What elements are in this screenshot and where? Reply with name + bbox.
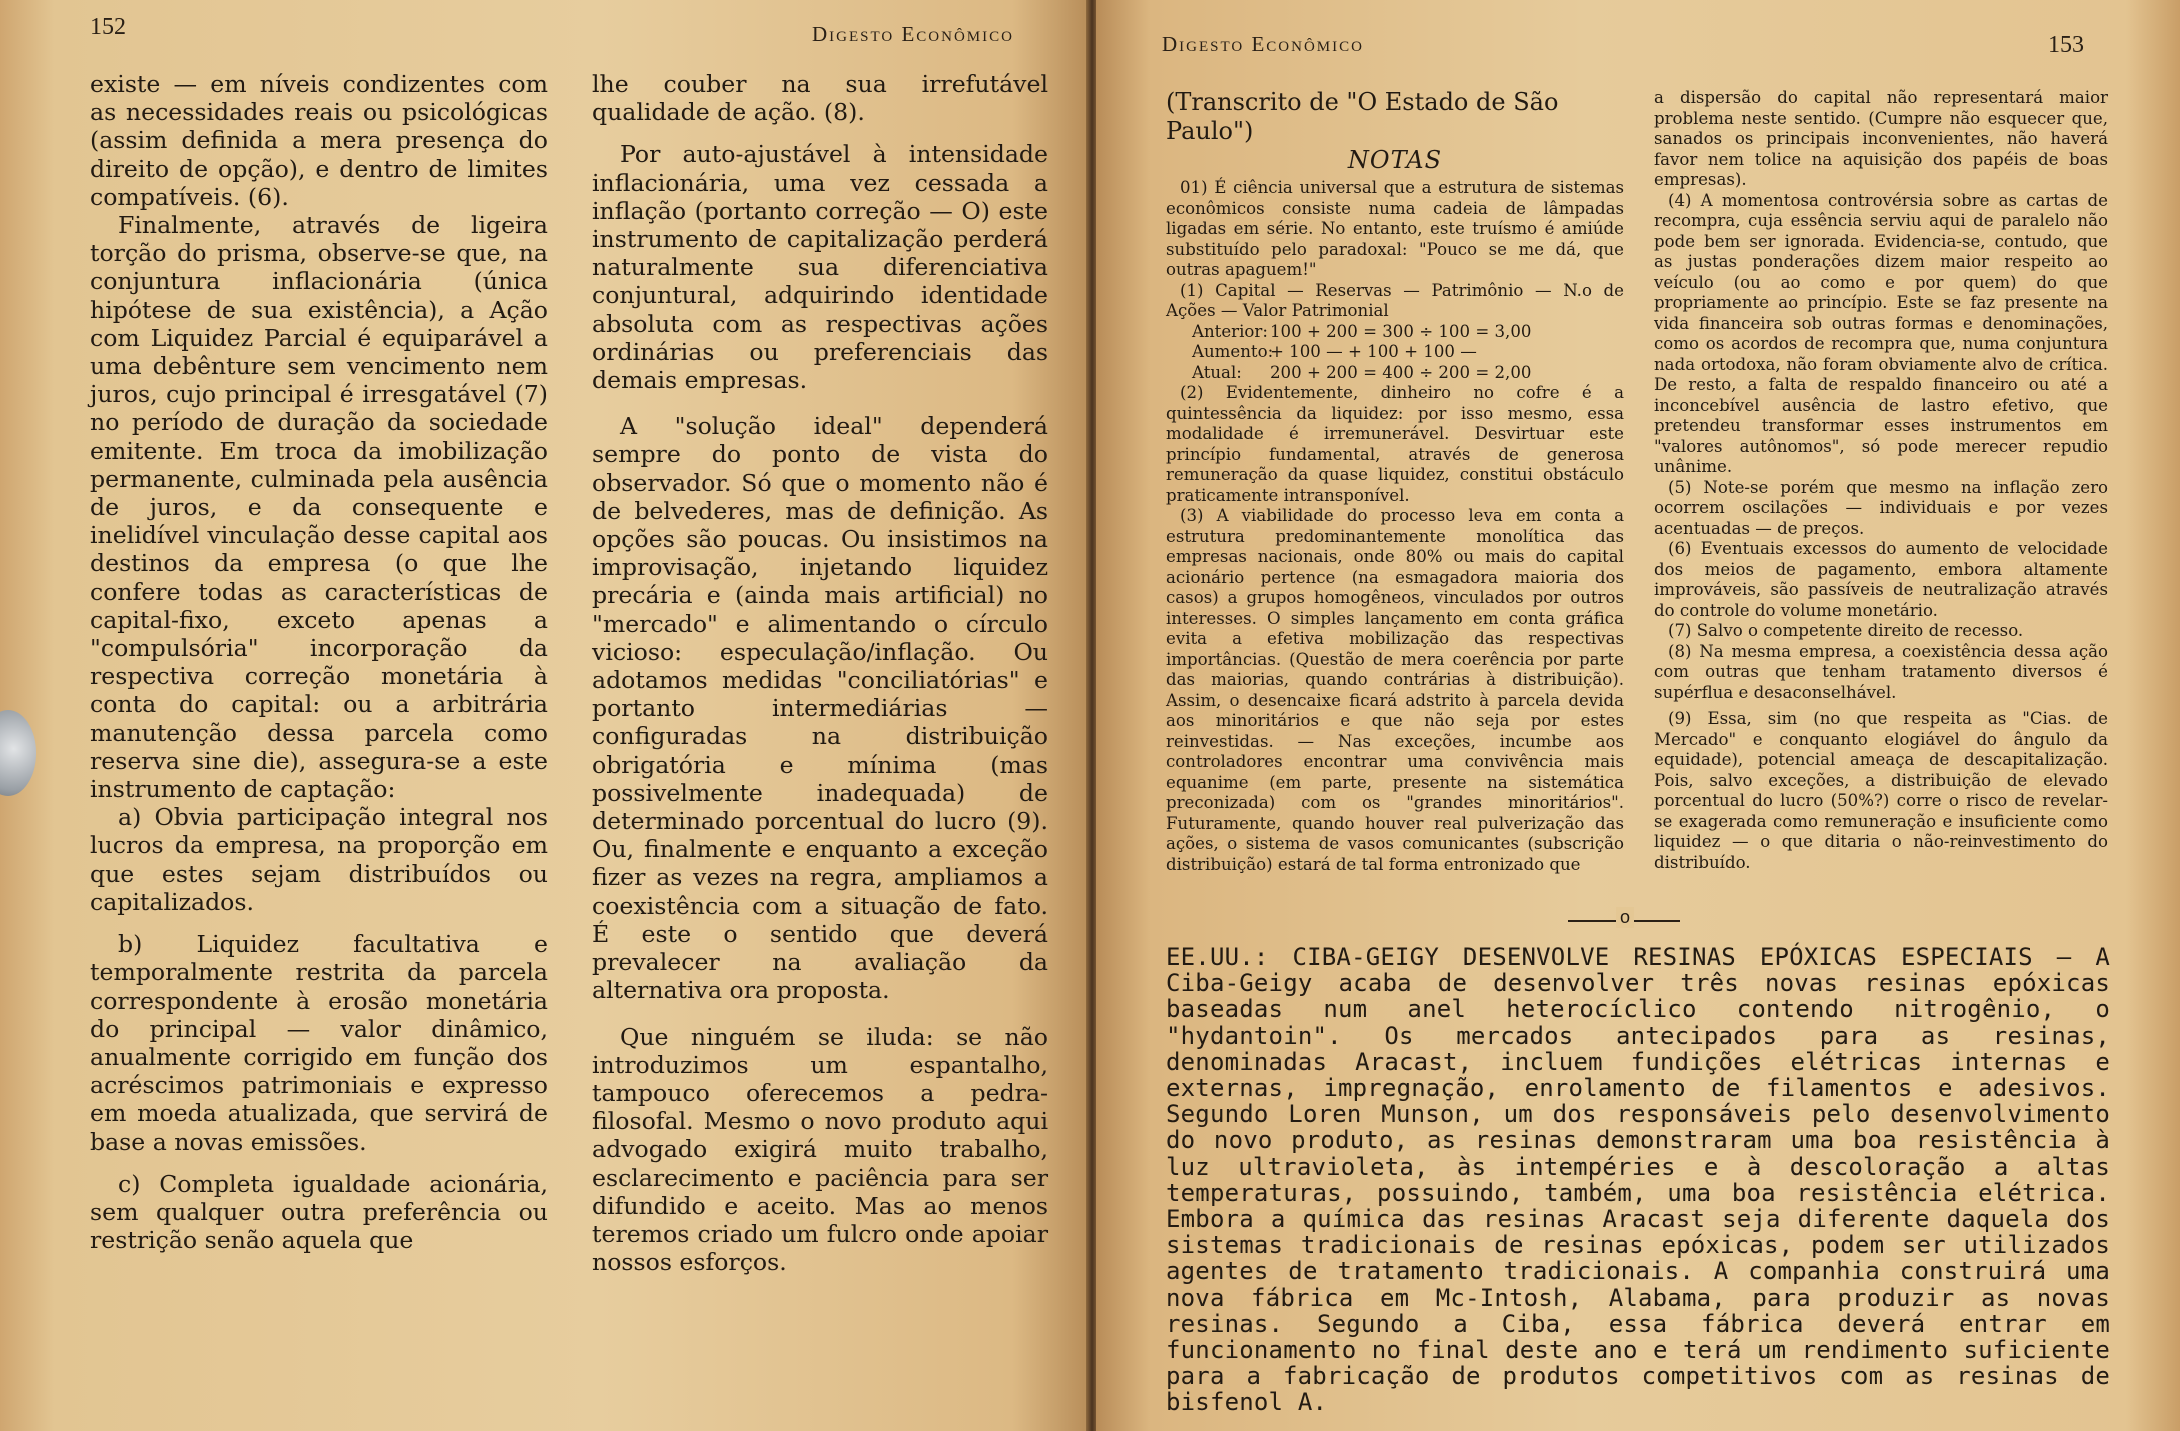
running-head: Digesto Econômico: [1162, 32, 1364, 56]
capital-table: [1166, 281, 1624, 384]
note: (3) A viabilidade do processo leva em conta a estrutura predominantemente monolítica das empresas nacionais, onde 80% ou mais do capital acionário pertence (na esmagadora maioria dos casos) a grupos homogêneos, vinculados por outros interesses. O simples lançamento em conta gráfica evita a efetiva mobilização das respectivas importâncias. (Questão de mera coerência por parte das maiorias, quando contrárias à distribuição). Assim, o desencaixe ficará adstrito à parcela devida aos minoritários e que não seja por estes reinvestidas. — Nas exceções, incumbe aos controladores encontrar uma convivência mais equanime (em parte, presente na sistemática preconizada) com os "grandes minoritários". Futuramente, quando houver real pulverização das ações, o sistema de vasos comunicantes (subscrição distribuição) estará de tal forma entronizado que: [1166, 506, 1624, 874]
note: (6) Eventuais excessos do aumento de velocidade dos meios de pagamento, embora altamente improváveis, são passíveis de neutralização através do controle do volume monetário.: [1654, 539, 2108, 620]
left-column-2: [592, 70, 1048, 1276]
note: (2) Evidentemente, dinheiro no cofre é a quintessência da liquidez: por isso mesmo, essa modalidade é irremunerável. Desvirtuar este princípio fundamental, através de generosa remuneração da quase liquidez, constitui obstáculo praticamente intransponível.: [1166, 383, 1624, 505]
news-article: [1166, 944, 2110, 1416]
paragraph: Que ninguém se iluda: se não introduzimos um espantalho, tampouco oferecemos a pedra-filosofal. Mesmo o novo produto aqui advogado exigirá muito trabalho, esclarecimento e paciência para ser difundido e aceito. Mas ao menos teremos criado um fulcro onde apoiar nossos esforços.: [592, 1022, 1048, 1277]
separator-mark: o: [1616, 907, 1634, 928]
note: (9) Essa, sim (no que respeita as "Cias. de Mercado" e conquanto elogiável do ângulo da equidade), potencial ameaça de descapitalização. Pois, salvo exceções, a distribuição de elevado porcentual do lucro (50%?) corre o risco de revelar-se exagerada como remuneração e insuficiente como liquidez — o que ditaria o não-reinvestimento do distribuído.: [1654, 709, 2108, 872]
paragraph: lhe couber na sua irrefutável qualidade de ação. (8).: [592, 70, 1048, 127]
note: (4) A momentosa controvérsia sobre as cartas de recompra, cuja essência serviu aqui de paralelo não pode bem ser ignorada. Evidencia-se, contudo, que as justas ponderações dizem maior respeito ao veículo (ou ao como e por quem) do que propriamente ao princípio. Este se faz presente na vida financeira sob outras formas e denominações, como os acordos de recompra que, numa conjuntura nada ortodoxa, não foram obviamente alvo de crítica. De resto, a falta de respaldo financeiro ou até a inconcebível ausência de lastro efetivo, que pretendeu transformar esses instrumentos em "valores autônomos", só pode merecer repudio unânime.: [1654, 190, 2108, 476]
note: (8) Na mesma empresa, a coexistência dessa ação com outras que tenham tratamento diversos é supérflua e desaconselhável.: [1654, 641, 2108, 702]
right-page: [1096, 0, 2180, 1431]
paragraph: A "solução ideal" dependerá sempre do ponto de vista do observador. Só que o momento não é de belvederes, mas de definição. As opções são poucas. Ou insistimos na improvisação, injetando liquidez precária e (ainda mais artificial) no "mercado" e alimentando o círculo vicioso: especulação/inflação. Ou adotamos medidas "conciliatórias" e portanto intermediárias — configuradas na distribuição obrigatória e mínima (mas possivelmente inadequada) de determinado porcentual do lucro (9). Ou, finalmente e enquanto a exceção fizer as vezes na regra, ampliamos a coexistência com a situação de fato. É este o sentido que deverá prevalecer na avaliação da alternativa ora proposta.: [592, 412, 1048, 1005]
left-page: [0, 0, 1088, 1431]
note: (5) Note-se porém que mesmo na inflação zero ocorrem oscilações — individuais e por vezes acentuadas — de preços.: [1654, 477, 2108, 538]
notes-title: NOTAS: [1347, 146, 1443, 174]
note: a dispersão do capital não representará maior problema neste sentido. (Cumpre não esquecer que, sanados os principais inconvenientes, não haverá favor nem tolice na aquisição dos papéis de boas empresas).: [1654, 88, 2108, 189]
running-head: Digesto Econômico: [812, 22, 1014, 46]
table-header: (1) Capital — Reservas — Patrimônio — N.o de Ações — Valor Patrimonial: [1166, 280, 1624, 320]
table-row: Aumento: + 100 — + 100 + 100 —: [1192, 342, 1477, 361]
page-number: 153: [2048, 32, 2084, 58]
paragraph: b) Liquidez facultativa e temporalmente restrita da parcela correspondente à erosão monetária do principal — valor dinâmico, anualmente corrigido em função dos acréscimos patrimoniais e expresso em moeda atualizada, que servirá de base a novas emissões.: [90, 930, 548, 1156]
page-number: 152: [90, 14, 126, 40]
source-line: (Transcrito de "O Estado de São Paulo"): [1166, 88, 1559, 145]
paragraph: Por auto-ajustável à intensidade inflacionária, uma vez cessada a inflação (portanto correção — O) este instrumento de capitalização perderá naturalmente sua diferenciativa conjuntural, adquirindo identidade absoluta com as respectivas ações ordinárias ou preferenciais das demais empresas.: [592, 140, 1048, 395]
note: 01) É ciência universal que a estrutura de sistemas econômicos consiste numa cadeia de lâmpadas ligadas em série. No entanto, este truísmo é amiúde substituído pelo paradoxal: "Pouco se me dá, que outras apaguem!": [1166, 178, 1624, 279]
note: (7) Salvo o competente direito de recesso.: [1668, 621, 2024, 640]
table-row: Atual: 200 + 200 = 400 ÷ 200 = 2,00: [1192, 362, 1532, 382]
table-row: Anterior: 100 + 200 = 300 ÷ 100 = 3,00: [1192, 321, 1532, 341]
article-headline: EE.UU.: CIBA-GEIGY DESENVOLVE RESINAS EPÓXICAS ESPECIAIS: [1166, 943, 2033, 971]
paragraph: existe — em níveis condizentes com as necessidades reais ou psicológicas (assim definida a mera presença do direito de opção), e dentro de limites compatíveis. (6).: [90, 70, 548, 211]
notes-column-1: [1166, 88, 1624, 875]
paragraph: c) Completa igualdade acionária, sem qualquer outra preferência ou restrição senão aquela que: [90, 1169, 548, 1255]
left-column-1: [90, 70, 548, 1254]
article-body: — A Ciba-Geigy acaba de desenvolver três novas resinas epóxicas baseadas num anel heterocíclico contendo nitrogênio, o "hydantoin". Os mercados antecipados para as resinas, denominadas Aracast, incluem fundições elétricas internas e externas, impregnação, enrolamento de filamentos e adesivos. Segundo Loren Munson, um dos responsáveis pelo desenvolvimento do novo produto, as resinas demonstraram uma boa resistência à luz ultravioleta, às intempéries e à descoloração a altas temperaturas, possuindo, também, uma boa resistência elétrica. Embora a química das resinas Aracast seja diferente daquela dos sistemas tradicionais de resinas epóxicas, podem ser utilizados agentes de tratamento tradicionais. A companhia construirá uma nova fábrica em Mc-Intosh, Alabama, para produzir as novas resinas. Segundo a Ciba, essa fábrica deverá entrar em funcionamento no final deste ano e terá um rendimento suficiente para a fabricação de produtos competitivos com as resinas de bisfenol A.: [1166, 943, 2111, 1417]
paragraph: Finalmente, através de ligeira torção do prisma, observe-se que, na conjuntura inflacionária (única hipótese de sua existência), a Ação com Liquidez Parcial é equiparável a uma debênture sem vencimento nem juros, cujo principal é irresgatável (7) no período de duração da sociedade emitente. Em troca da imobilização permanente, culminada pela ausência de juros, e da consequente e inelidível vinculação desse capital aos destinos da empresa (o que lhe confere todas as características de capital-fixo, exceto apenas a "compulsória" incorporação da respectiva correção monetária à conta do capital: ou a arbitrária manutenção dessa parcela como reserva sine die), assegura-se a este instrumento de captação:: [90, 211, 548, 804]
notes-column-2: [1654, 88, 2108, 873]
coin-edge: [0, 710, 36, 796]
paragraph: a) Obvia participação integral nos lucros da empresa, na proporção em que estes sejam distribuídos ou capitalizados.: [90, 803, 548, 916]
